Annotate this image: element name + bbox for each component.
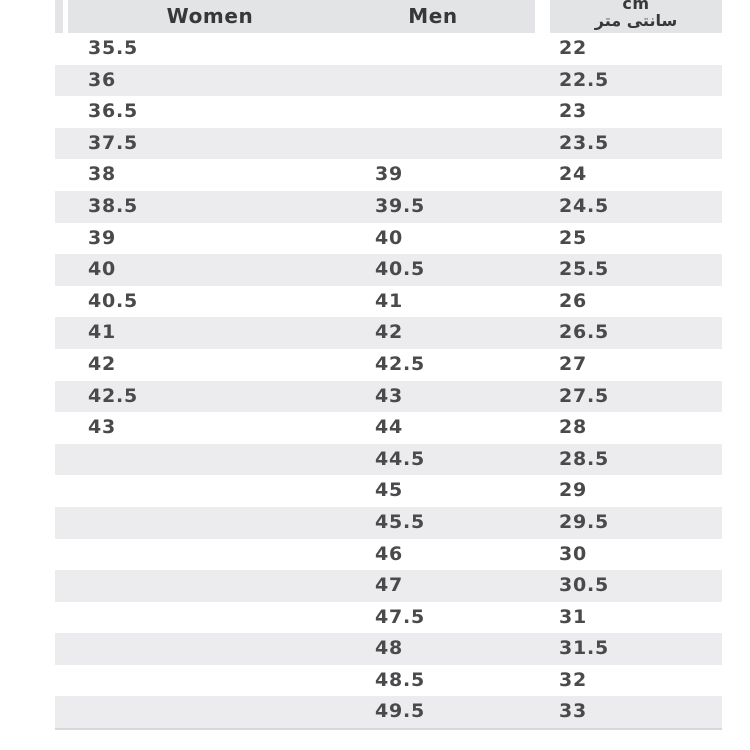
table-row (55, 223, 722, 255)
women-size-cell: 37.5 (88, 131, 139, 154)
table-row (55, 317, 722, 349)
women-size-cell: 36.5 (88, 100, 139, 123)
table-row (55, 665, 722, 697)
cm-size-cell: 24 (559, 163, 588, 186)
table-row (55, 539, 722, 571)
cm-size-cell: 24.5 (559, 194, 610, 217)
men-size-cell: 44.5 (375, 447, 426, 470)
cm-size-cell: 22.5 (559, 68, 610, 91)
men-size-cell: 45 (375, 479, 404, 502)
women-size-cell: 42.5 (88, 384, 139, 407)
table-row (55, 128, 722, 160)
table-row (55, 286, 722, 318)
cm-size-cell: 30.5 (559, 574, 610, 597)
column-header-men: Men (408, 4, 458, 28)
table-row (55, 159, 722, 191)
header-women-men-cell (68, 0, 535, 33)
cm-size-cell: 26 (559, 289, 588, 312)
shoe-size-table (55, 0, 722, 730)
header-left-strip (55, 0, 63, 33)
men-size-cell: 45.5 (375, 510, 426, 533)
table-row (55, 412, 722, 444)
table-body (55, 33, 722, 728)
men-size-cell: 40.5 (375, 258, 426, 281)
table-row (55, 475, 722, 507)
women-size-cell: 42 (88, 352, 117, 375)
men-size-cell: 47.5 (375, 605, 426, 628)
cm-size-cell: 31 (559, 605, 588, 628)
women-size-cell: 35.5 (88, 37, 139, 59)
table-row (55, 381, 722, 413)
cm-size-cell: 23 (559, 100, 588, 123)
cm-size-cell: 25.5 (559, 258, 610, 281)
table-row (55, 633, 722, 665)
cm-size-cell: 29.5 (559, 510, 610, 533)
men-size-cell: 47 (375, 574, 404, 597)
women-size-cell: 40 (88, 258, 117, 281)
men-size-cell: 39.5 (375, 194, 426, 217)
column-header-women: Women (166, 4, 254, 28)
table-row (55, 65, 722, 97)
cm-size-cell: 28 (559, 416, 588, 439)
cm-size-cell: 22 (559, 37, 588, 59)
cm-size-cell: 29 (559, 479, 588, 502)
table-header-row (55, 0, 722, 33)
table-row (55, 570, 722, 602)
table-row (55, 254, 722, 286)
cm-size-cell: 28.5 (559, 447, 610, 470)
men-size-cell: 42 (375, 321, 404, 344)
column-header-cm (550, 0, 722, 30)
table-row (55, 33, 722, 65)
cm-size-cell: 27.5 (559, 384, 610, 407)
women-size-cell: 39 (88, 226, 117, 249)
women-size-cell: 38.5 (88, 194, 139, 217)
table-row (55, 602, 722, 634)
men-size-cell: 48.5 (375, 668, 426, 691)
table-row (55, 191, 722, 223)
cm-size-cell: 32 (559, 668, 588, 691)
cm-size-cell: 30 (559, 542, 588, 565)
table-row (55, 96, 722, 128)
table-row (55, 444, 722, 476)
women-size-cell: 38 (88, 163, 117, 186)
cm-size-cell: 25 (559, 226, 588, 249)
women-size-cell: 43 (88, 416, 117, 439)
men-size-cell: 49.5 (375, 700, 426, 723)
table-row (55, 696, 722, 728)
women-size-cell: 40.5 (88, 289, 139, 312)
men-size-cell: 41 (375, 289, 404, 312)
women-size-cell: 41 (88, 321, 117, 344)
men-size-cell: 44 (375, 416, 404, 439)
men-size-cell: 42.5 (375, 352, 426, 375)
men-size-cell: 39 (375, 163, 404, 186)
cm-size-cell: 23.5 (559, 131, 610, 154)
cm-size-cell: 33 (559, 700, 588, 723)
men-size-cell: 48 (375, 637, 404, 660)
column-header-cm-fa: سانتی متر (594, 11, 678, 30)
men-size-cell: 43 (375, 384, 404, 407)
men-size-cell: 40 (375, 226, 404, 249)
men-size-cell: 46 (375, 542, 404, 565)
header-cm-cell (550, 0, 722, 33)
cm-size-cell: 27 (559, 352, 588, 375)
table-row (55, 349, 722, 381)
cm-size-cell: 31.5 (559, 637, 610, 660)
cm-size-cell: 26.5 (559, 321, 610, 344)
women-size-cell: 36 (88, 68, 117, 91)
table-row (55, 507, 722, 539)
column-header-cm-en: cm (622, 0, 650, 13)
